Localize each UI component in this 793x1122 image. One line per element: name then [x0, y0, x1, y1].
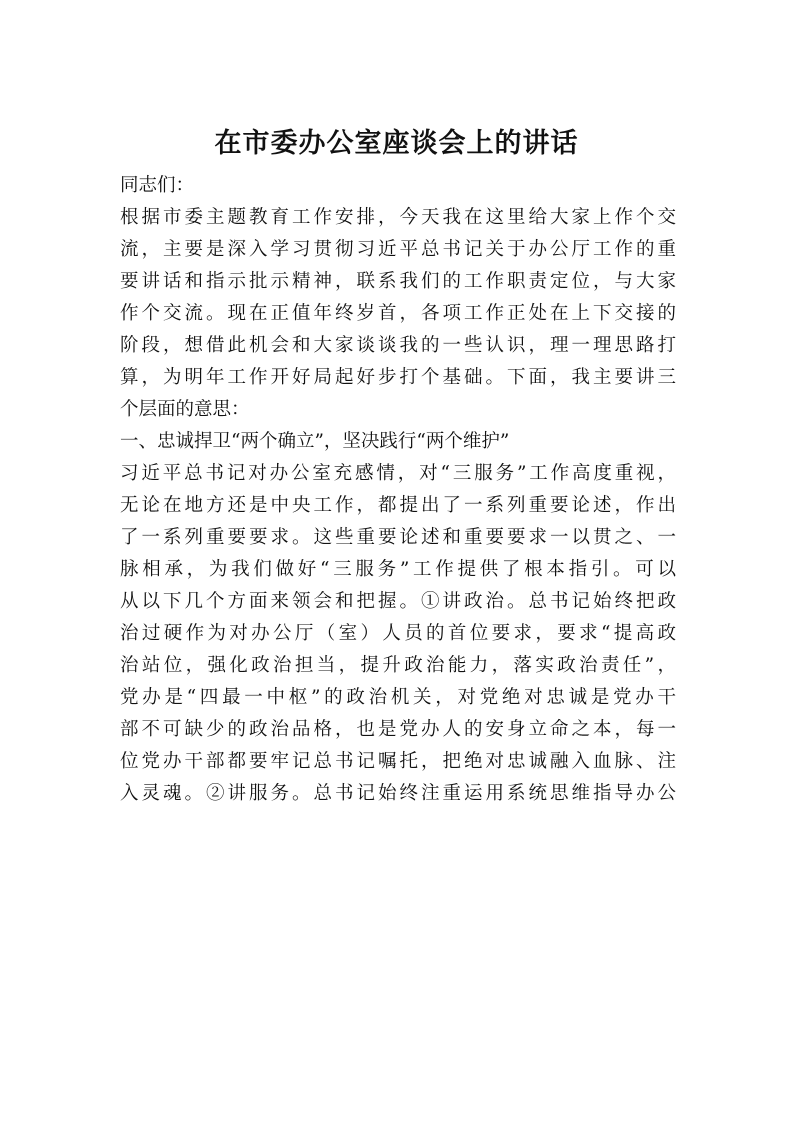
- text-line: 算，为明年工作开好局起好步打个基础。下面，我主要讲三: [120, 367, 676, 388]
- text-line: 要讲话和指示批示精神，联系我们的工作职责定位，与大家: [120, 271, 676, 292]
- document-body: [120, 170, 676, 810]
- text-line: 部不可缺少的政治品格，也是党办人的安身立命之本，每一: [120, 719, 676, 740]
- text-line: 入灵魂。②讲服务。总书记始终注重运用系统思维指导办公: [120, 783, 676, 804]
- text-line: 了一系列重要要求。这些重要论述和重要要求一以贯之、一: [120, 527, 676, 548]
- text-line: 无论在地方还是中央工作，都提出了一系列重要论述，作出: [120, 495, 676, 516]
- text-line: 个层面的意思：: [120, 399, 250, 420]
- section-heading: 一、忠诚捍卫“两个确立”，坚决践行“两个维护”: [120, 431, 510, 452]
- document-title: 在市委办公室座谈会上的讲话: [214, 128, 579, 159]
- text-line: 党办是“四最一中枢”的政治机关，对党绝对忠诚是党办干: [120, 687, 676, 708]
- text-line: 流，主要是深入学习贯彻习近平总书记关于办公厅工作的重: [120, 239, 676, 260]
- salutation-line: 同志们：: [120, 175, 195, 196]
- text-line: 脉相承，为我们做好“三服务”工作提供了根本指引。可以: [120, 559, 676, 580]
- text-line: 阶段，想借此机会和大家谈谈我的一些认识，理一理思路打: [120, 335, 676, 356]
- text-line: 位党办干部都要牢记总书记嘱托，把绝对忠诚融入血脉、注: [120, 751, 676, 772]
- text-line: 根据市委主题教育工作安排，今天我在这里给大家上作个交: [120, 207, 676, 228]
- text-line: 治站位，强化政治担当，提升政治能力，落实政治责任”，: [120, 655, 676, 676]
- text-line: 治过硬作为对办公厅（室）人员的首位要求，要求“提高政: [120, 623, 676, 644]
- text-line: 习近平总书记对办公室充感情，对“三服务”工作高度重视，: [120, 463, 676, 484]
- text-line: 从以下几个方面来领会和把握。①讲政治。总书记始终把政: [120, 591, 676, 612]
- text-line: 作个交流。现在正值年终岁首，各项工作正处在上下交接的: [120, 303, 676, 324]
